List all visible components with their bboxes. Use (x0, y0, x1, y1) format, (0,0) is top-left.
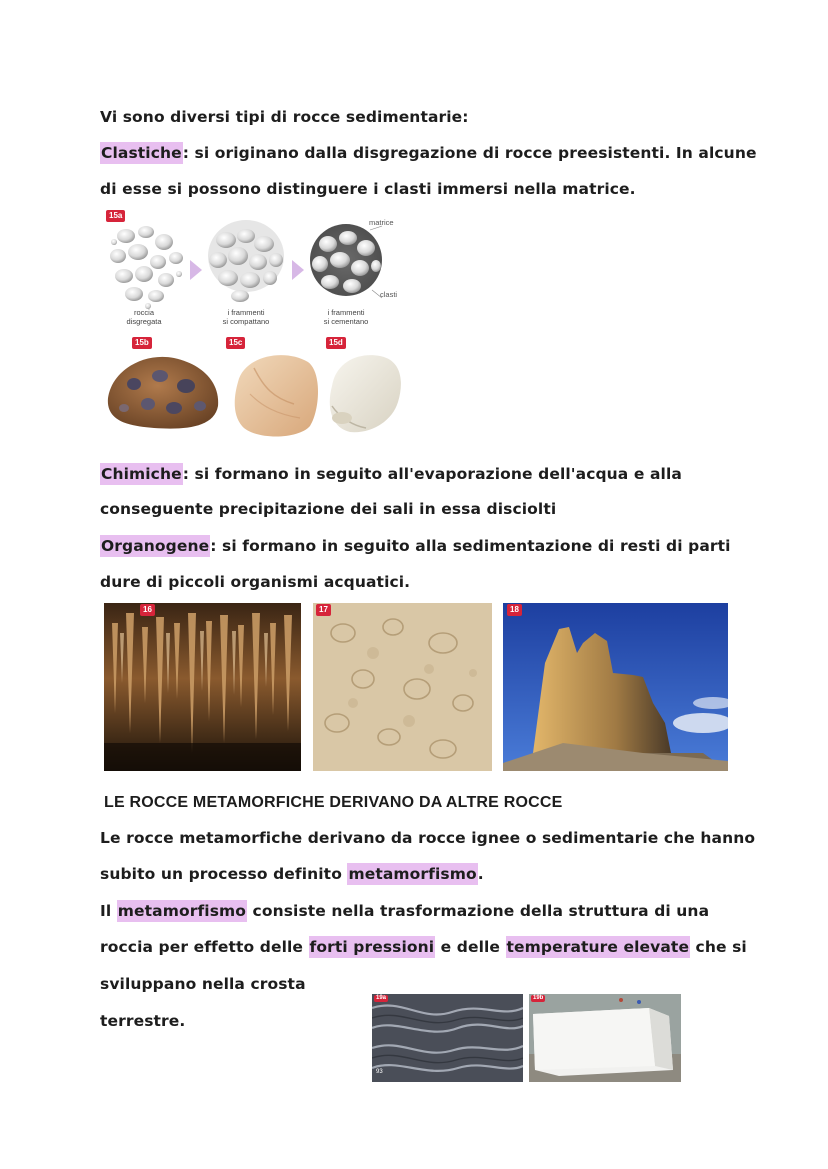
clastic-text-1: : si originano dalla disgregazione di rocce preesistenti. In alcune (182, 144, 757, 162)
badge-16: 16 (140, 604, 155, 616)
conglomerate-rock (108, 357, 218, 429)
caption-stage-3: i frammenti si cementano (323, 308, 369, 326)
clastic-term: Clastiche (101, 144, 182, 162)
photo-number: 93 (376, 1069, 383, 1075)
metamorphic-p2-line1: Il metamorfismo consiste nella trasformazione della struttura di una (100, 902, 710, 920)
chemical-line-2: conseguente precipitazione dei sali in essa disciolti (100, 500, 557, 518)
arrow-right-icon-2 (292, 260, 304, 280)
intro-line: Vi sono diversi tipi di rocce sedimentarie: (100, 108, 469, 126)
metamorphic-heading: LE ROCCE METAMORFICHE DERIVANO DA ALTRE ROCCE (104, 794, 563, 811)
metamorphic-p1-line1: Le rocce metamorfiche derivano da rocce ignee o sedimentarie che hanno (100, 829, 756, 847)
metamorphic-p1-line2: subito un processo definito metamorfismo. (100, 865, 484, 883)
label-matrice: matrice (369, 218, 394, 227)
chemical-text-1: : si formano in seguito all'evaporazione dell'acqua e alla (182, 465, 682, 483)
strong-pressure-term: forti pressioni (309, 938, 435, 956)
marble-block-photo (529, 994, 681, 1082)
clastic-line-1 (100, 144, 757, 162)
metamorphic-p2-line4: terrestre. (100, 1012, 186, 1030)
stalactite-cave-photo (104, 603, 301, 771)
loose-pebbles-icon (110, 226, 183, 309)
cemented-pebbles-icon (310, 224, 382, 298)
label-clasti: clasti (380, 290, 398, 299)
metamorphic-p2-line2: roccia per effetto delle forti pressioni e delle temperature elevate che si (100, 938, 747, 956)
chemical-term: Chimiche (101, 465, 182, 483)
organogenic-line-1 (100, 537, 731, 555)
compacted-pebbles-icon (208, 220, 284, 302)
badge-17: 17 (316, 604, 331, 616)
badge-15a: 15a (106, 210, 125, 222)
badge-18: 18 (507, 604, 522, 616)
badge-15d: 15d (326, 337, 346, 349)
chemical-line-1 (100, 465, 682, 483)
metamorphism-term-1: metamorfismo (348, 865, 477, 883)
rock-samples-image (104, 348, 424, 440)
caption-stage-2: i frammenti si compattano (222, 308, 270, 326)
badge-15c: 15c (226, 337, 245, 349)
high-temperature-term: temperature elevate (506, 938, 690, 956)
metamorphism-term-2: metamorfismo (117, 902, 247, 920)
badge-19b: 19b (533, 995, 544, 1001)
dolomite-peaks-photo (503, 603, 728, 771)
badge-19a: 19a (376, 995, 387, 1001)
arrow-right-icon (190, 260, 202, 280)
sandstone-rock (235, 355, 318, 436)
organogenic-line-2: dure di piccoli organismi acquatici. (100, 573, 411, 591)
limestone-rock (330, 355, 401, 432)
figure-15-diagram (104, 208, 414, 338)
organogenic-term: Organogene (101, 537, 210, 555)
fossil-limestone-photo (313, 603, 492, 771)
caption-stage-1: roccia disgregata (126, 308, 162, 326)
organogenic-text-1: : si formano in seguito alla sedimentazione di resti di parti (210, 537, 731, 555)
badge-15b: 15b (132, 337, 152, 349)
gneiss-rock-photo (372, 994, 523, 1082)
clastic-line-2: di esse si possono distinguere i clasti immersi nella matrice. (100, 180, 636, 198)
metamorphic-p2-line3: sviluppano nella crosta (100, 975, 306, 993)
